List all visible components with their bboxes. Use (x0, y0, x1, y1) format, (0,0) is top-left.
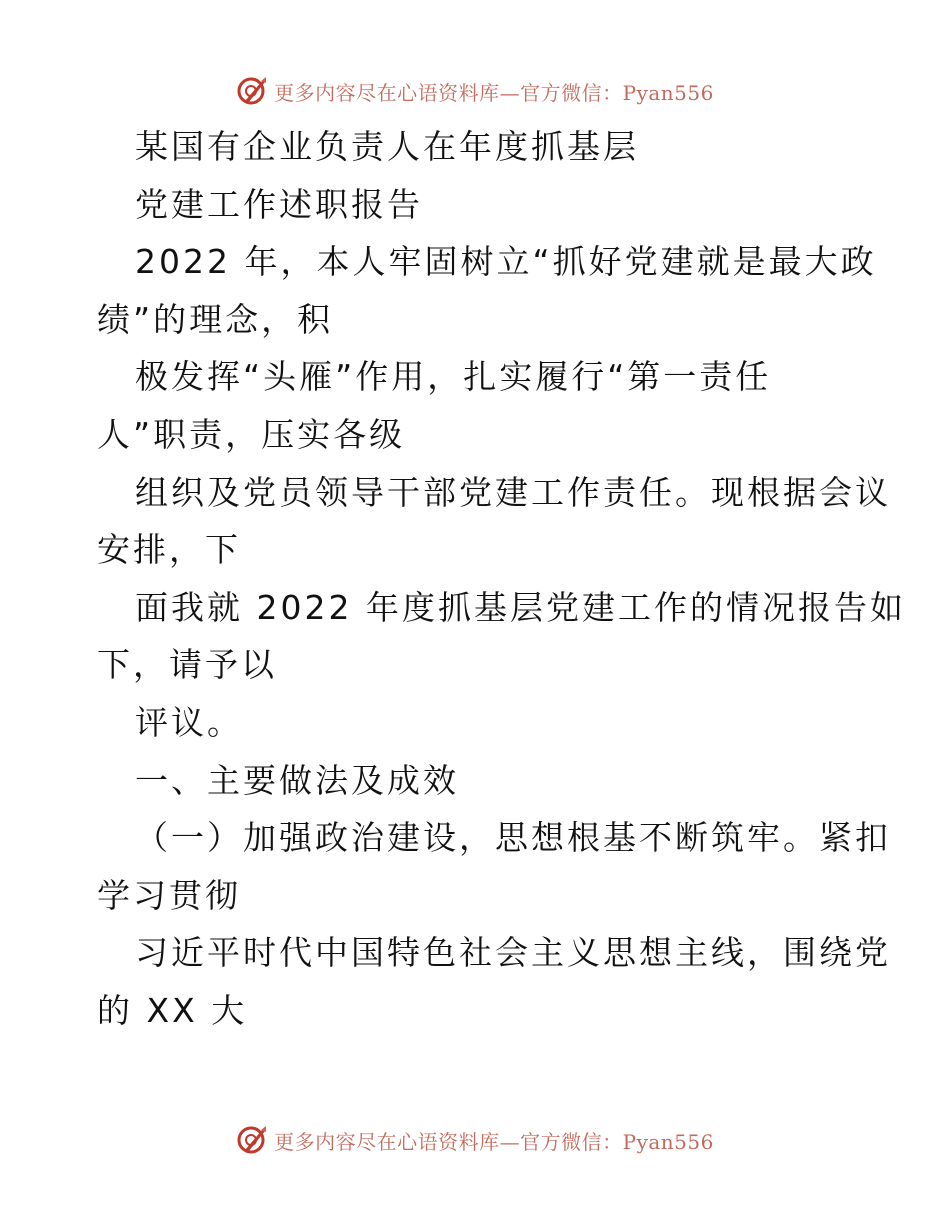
watermark-dash: — (499, 80, 521, 105)
body-line: 下，请予以 (97, 645, 277, 685)
header-watermark (0, 71, 950, 111)
body-line: 2022 年，本人牢固树立“抓好党建就是最大政 (135, 242, 877, 282)
body-line: 人”职责，压实各级 (97, 414, 406, 454)
watermark-text (274, 77, 714, 106)
body-line: 某国有企业负责人在年度抓基层 (135, 127, 639, 166)
body-line: 面我就 2022 年度抓基层党建工作的情况报告如 (135, 587, 906, 627)
watermark-text (274, 1126, 714, 1155)
body-line: 极发挥“头雁”作用，扎实履行“第一责任 (135, 357, 772, 397)
body-line: 安排，下 (97, 530, 241, 570)
watermark-contact: 官方微信：Pyan556 (520, 80, 714, 105)
body-line: 习近平时代中国特色社会主义思想主线，围绕党 (135, 933, 891, 973)
quill-logo-icon (236, 75, 268, 107)
watermark-dash: — (499, 1129, 521, 1154)
watermark-main: 更多内容尽在心语资料库 (274, 80, 500, 105)
footer-watermark (0, 1120, 950, 1160)
body-line: 一、主要做法及成效 (135, 760, 459, 800)
document-body (97, 118, 906, 1040)
body-line: 学习贯彻 (97, 875, 241, 915)
body-line: 组织及党员领导干部党建工作责任。现根据会议 (135, 472, 891, 512)
watermark-contact: 官方微信：Pyan556 (520, 1129, 714, 1154)
watermark-main: 更多内容尽在心语资料库 (274, 1129, 500, 1154)
body-line: （一）加强政治建设，思想根基不断筑牢。紧扣 (135, 818, 891, 858)
body-line: 党建工作述职报告 (135, 184, 423, 224)
body-line: 的 XX 大 (97, 990, 248, 1030)
body-line: 评议。 (135, 702, 243, 742)
body-line: 绩”的理念，积 (97, 299, 334, 339)
quill-logo-icon (236, 1124, 268, 1156)
